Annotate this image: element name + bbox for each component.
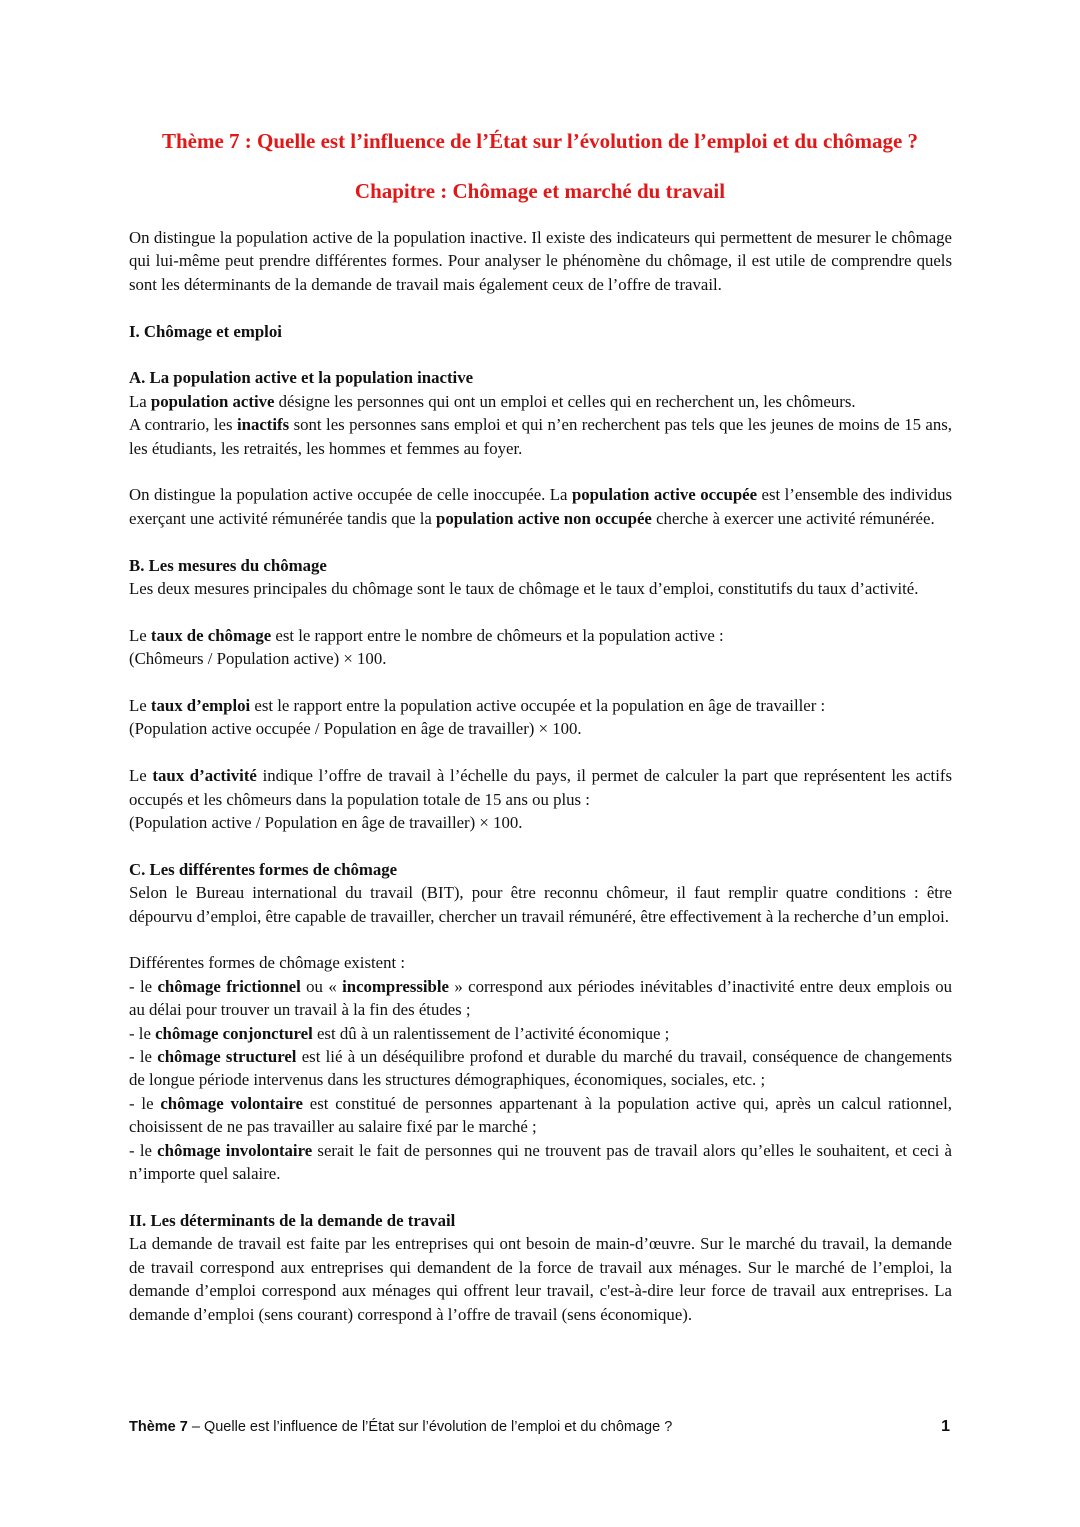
page-footer <box>129 1417 952 1437</box>
document-body <box>129 226 952 1326</box>
paragraph-population-occupee: On distingue la population active occupée de celle inoccupée. La population active occupée est l’ensemble des individus exerçant une activité rémunérée tandis que la population active non occupée cherche à exercer une activité rémunérée. <box>129 485 952 528</box>
list-intro: Différentes formes de chômage existent : <box>129 953 406 973</box>
section-heading-1: I. Chômage et emploi <box>129 321 282 341</box>
list-item: - le chômage volontaire est constitué de personnes appartenant à la population active qui, après un calcul rationnel, choisissent de ne pas travailler au salaire fixé par le marché ; <box>129 1093 952 1137</box>
footer-theme: Thème 7 <box>129 1419 188 1435</box>
list-item: - le chômage involontaire serait le fait de personnes qui ne trouvent pas de travail alors qu’elles le souhaitent, et ceci à n’importe quel salaire. <box>129 1140 952 1184</box>
intro-paragraph: On distingue la population active de la population inactive. Il existe des indicateurs qui permettent de mesurer le chômage qui lui-même peut prendre différentes formes. Pour analyser le phénomène du chômage, il est utile de comprendre quels sont les déterminants de la demande de travail mais également ceux de l’offre de travail. <box>129 228 952 294</box>
paragraph-demande-travail: La demande de travail est faite par les entreprises qui ont besoin de main-d’œuvre. Sur le marché du travail, la demande de travail correspond aux entreprises qui demandent de la force de travail aux ménages. Sur le marché de l’emploi, la demande d’emploi correspond aux ménages qui offrent leur travail, c'est-à-dire leur force de travail aux entreprises. La demande d’emploi (sens courant) correspond à l’offre de travail (sens économique). <box>129 1234 952 1324</box>
paragraph-taux-emploi: Le taux d’emploi est le rapport entre la population active occupée et la population en âge de travailler : <box>129 696 826 716</box>
chapter-title: Chapitre : Chômage et marché du travail <box>354 179 726 203</box>
paragraph-inactifs: A contrario, les inactifs sont les personnes sans emploi et qui n’en recherchent pas tels que les jeunes de moins de 15 ans, les étudiants, les retraités, les hommes et femmes au foyer. <box>129 415 952 458</box>
subsection-heading-c: C. Les différentes formes de chômage <box>129 859 398 879</box>
paragraph-mesures: Les deux mesures principales du chômage sont le taux de chômage et le taux d’emploi, constitutifs du taux d’activité. <box>129 579 919 599</box>
subsection-heading-b: B. Les mesures du chômage <box>129 555 327 575</box>
formula-taux-activite: (Population active / Population en âge de travailler) × 100. <box>129 813 523 833</box>
formula-taux-emploi: (Population active occupée / Population en âge de travailler) × 100. <box>129 719 582 739</box>
list-item: - le chômage structurel est lié à un déséquilibre profond et durable du marché du travail, conséquence de changements de longue période intervenus dans les structures démographiques, économiques, sociales, etc. ; <box>129 1047 952 1090</box>
footer-text: – Quelle est l’influence de l’État sur l’évolution de l’emploi et du chômage ? <box>187 1419 673 1435</box>
section-heading-2: II. Les déterminants de la demande de travail <box>129 1210 456 1230</box>
subsection-heading-a: A. La population active et la population inactive <box>129 368 474 388</box>
list-item: - le chômage conjoncturel est dû à un ralentissement de l’activité économique ; <box>129 1023 670 1043</box>
paragraph-bit: Selon le Bureau international du travail (BIT), pour être reconnu chômeur, il faut remplir quatre conditions : être dépourvu d’emploi, être capable de travailler, chercher un travail rémunéré, être effectivement à la recherche d’un emploi. <box>129 883 952 926</box>
paragraph-taux-chomage: Le taux de chômage est le rapport entre le nombre de chômeurs et la population active : <box>129 625 724 645</box>
paragraph-population-active: La population active désigne les personnes qui ont un emploi et celles qui en recherchent un, les chômeurs. <box>129 391 856 411</box>
page-title: Thème 7 : Quelle est l’influence de l’État sur l’évolution de l’emploi et du chômage ? <box>161 129 919 153</box>
paragraph-taux-activite: Le taux d’activité indique l’offre de travail à l’échelle du pays, il permet de calculer la part que représentent les actifs occupés et les chômeurs dans la population totale de 15 ans ou plus : <box>129 766 953 809</box>
formula-taux-chomage: (Chômeurs / Population active) × 100. <box>129 649 387 669</box>
page-number: 1 <box>941 1418 950 1435</box>
list-item: - le chômage frictionnel ou « incompressible » correspond aux périodes inévitables d’inactivité entre deux emplois ou au délai pour trouver un travail à la fin des études ; <box>129 976 952 1020</box>
